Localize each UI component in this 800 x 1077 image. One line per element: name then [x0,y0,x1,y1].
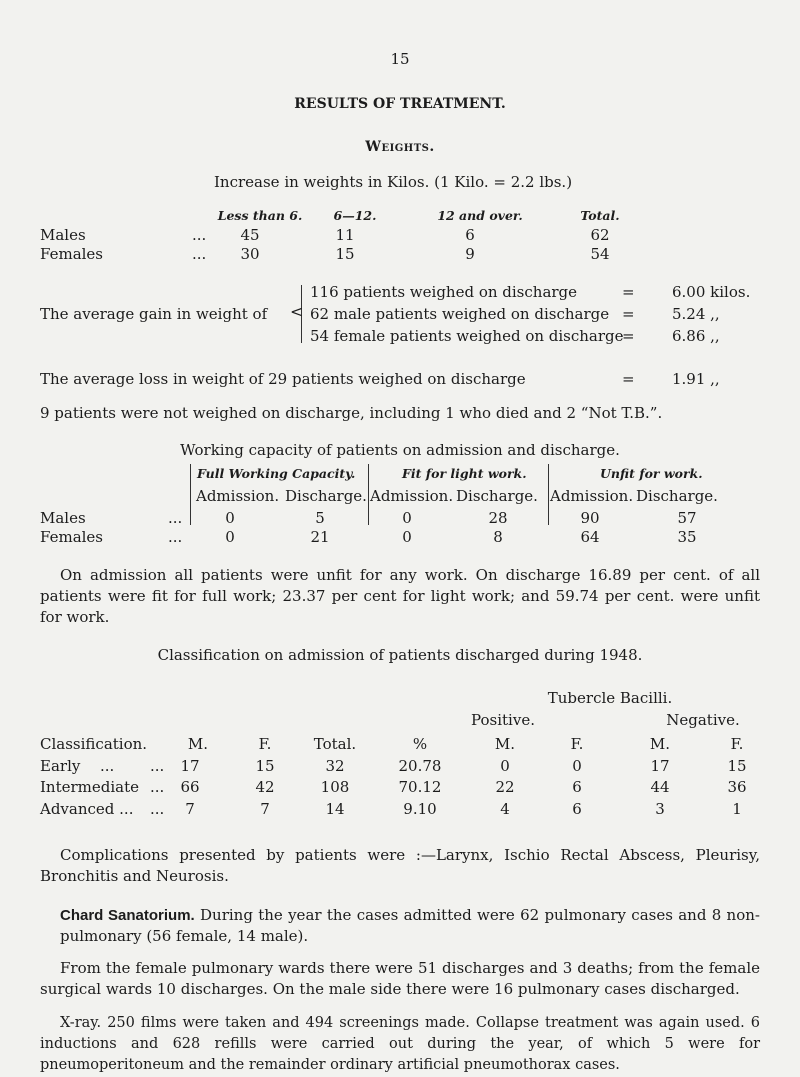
loss-line-value: 1.91 ,, [672,370,720,388]
loss-line-eq: = [622,370,635,388]
row-dots: ... [100,757,115,775]
weights-cell: 54 [590,245,610,263]
class-row-label: Intermediate [40,778,140,796]
working-cell: 57 [677,509,697,527]
weights-subtitle: Increase in weights in Kilos. (1 Kilo. = 2.2 lbs.) [214,173,573,191]
class-cell: 17 [650,757,670,775]
working-subhead: Admission. [550,487,634,505]
weights-cell: 15 [335,245,355,263]
weights-col-header: Less than 6. [217,208,303,223]
working-subhead: Discharge. [636,487,718,505]
row-dots: ... [150,778,165,796]
tb-negative-header: Negative. [666,711,740,729]
class-row-label: Early [40,757,81,775]
working-cell: 64 [580,528,600,546]
weights-title: Weights. [365,139,435,155]
class-col-header: F. [258,735,272,753]
page-number: 15 [390,50,410,68]
working-cell: 21 [310,528,330,546]
class-cell: 44 [650,778,670,796]
class-cell: 6 [572,800,582,818]
gain-line-eq: = [622,283,635,301]
working-group-header: Unfit for work. [600,466,703,481]
not-weighed-note: 9 patients were not weighed on discharge, including 1 who died and 2 “Not T.B.”. [40,404,663,422]
gain-line-value: 6.00 kilos. [672,283,751,301]
row-dots: ... [150,800,165,818]
weights-col-header: 6—12. [333,208,377,223]
chard-paragraph-1: During the year the cases admitted were 62 pulmonary cases and 8 non-pulmonary (56 female, 14 male). [60,906,760,945]
weights-col-header: Total. [580,208,620,223]
complications-paragraph: Complications presented by patients were :—Larynx, Ischio Rectal Abscess, Pleurisy, Bronchitis and Neurosis. [40,846,760,885]
class-cell: 22 [495,778,515,796]
class-cell: 32 [325,757,345,775]
class-cell: 42 [255,778,275,796]
tb-header: Tubercle Bacilli. [547,689,673,707]
working-paragraph: On admission all patients were unfit for any work. On discharge 16.89 per cent. of all patients were fit for full work; 23.37 per cent for light work; and 59.74 per cent. were unfit for work. [40,566,760,626]
working-cell: 0 [225,509,235,527]
loss-line-text: The average loss in weight of 29 patients weighed on discharge [40,370,526,388]
working-group-header: Full Working Capacity. [197,466,356,481]
column-divider [368,464,369,525]
weights-cell: 30 [240,245,260,263]
classification-title: Classification on admission of patients discharged during 1948. [157,646,643,664]
working-subhead: Discharge. [285,487,367,505]
class-cell: 7 [185,800,195,818]
working-subhead: Discharge. [456,487,538,505]
working-row-label: Males [40,509,86,527]
class-cell: 1 [732,800,742,818]
class-col-header: M. [649,735,671,753]
class-cell: 17 [180,757,200,775]
class-cell: 9.10 [403,800,437,818]
class-cell: 15 [255,757,275,775]
gain-line-value: 5.24 ,, [672,305,720,323]
weights-row-label: Males [40,226,86,244]
weights-cell: 9 [465,245,475,263]
chard-heading: Chard Sanatorium. [60,907,195,924]
working-subhead: Admission. [370,487,454,505]
class-col-header: M. [187,735,209,753]
class-col-header: % [412,735,428,753]
weights-cell: 62 [590,226,610,244]
column-divider [190,464,191,525]
gain-line-eq: = [622,327,635,345]
gain-label: The average gain in weight of [40,305,268,323]
gain-line-text: 54 female patients weighed on discharge [310,327,624,345]
page-heading: RESULTS OF TREATMENT. [294,96,506,112]
working-row-label: Females [40,528,104,546]
class-cell: 15 [727,757,747,775]
row-dots: ... [168,528,183,546]
row-dots: ... [192,226,207,244]
column-divider [548,464,549,525]
row-dots: ... [192,245,207,263]
working-cell: 28 [488,509,508,527]
class-col-header: F. [730,735,744,753]
chard-p1-line1 [60,905,760,947]
class-col-header: Classification. [40,735,148,753]
weights-row-label: Females [40,245,104,263]
weights-col-header: 12 and over. [437,208,523,223]
weights-cell: 6 [465,226,475,244]
class-cell: 4 [500,800,510,818]
working-cell: 5 [315,509,325,527]
class-cell: 0 [500,757,510,775]
class-cell: 66 [180,778,200,796]
row-dots: ... [168,509,183,527]
working-cell: 0 [402,509,412,527]
gain-line-text: 62 male patients weighed on discharge [310,305,610,323]
chard-paragraph-2: From the female pulmonary wards there were 51 discharges and 3 deaths; from the female surgical wards 10 discharges. On the male side there were 16 pulmonary cases discharged. [40,959,760,998]
working-group-header: Fit for light work. [402,466,527,481]
class-cell: 0 [572,757,582,775]
tb-positive-header: Positive. [471,711,535,729]
class-cell: 36 [727,778,747,796]
row-dots: ... [150,757,165,775]
working-title: Working capacity of patients on admission and discharge. [180,441,620,459]
brace-point: < [290,302,304,321]
class-cell: 70.12 [398,778,442,796]
class-cell: 3 [655,800,665,818]
gain-line-value: 6.86 ,, [672,327,720,345]
class-cell: 108 [320,778,350,796]
class-cell: 7 [260,800,270,818]
class-col-header: Total. [313,735,357,753]
gain-line-text: 116 patients weighed on discharge [310,283,578,301]
weights-cell: 45 [240,226,260,244]
gain-line-eq: = [622,305,635,323]
working-subhead: Admission. [196,487,280,505]
chard-paragraph-3: X-ray. 250 films were taken and 494 screenings made. Collapse treatment was again used. 6 inductions and 628 refills were carried out during the year, of which 5 were for pneumoperitoneum and the remainder ordinary artificial pneumothorax cases. [40,1015,760,1073]
weights-cell: 11 [335,226,355,244]
working-cell: 8 [493,528,503,546]
working-cell: 90 [580,509,600,527]
class-cell: 20.78 [398,757,442,775]
class-cell: 6 [572,778,582,796]
class-row-label: Advanced ... [40,800,134,818]
working-cell: 0 [402,528,412,546]
class-col-header: F. [570,735,584,753]
working-cell: 35 [677,528,697,546]
class-col-header: M. [494,735,516,753]
working-cell: 0 [225,528,235,546]
class-cell: 14 [325,800,345,818]
